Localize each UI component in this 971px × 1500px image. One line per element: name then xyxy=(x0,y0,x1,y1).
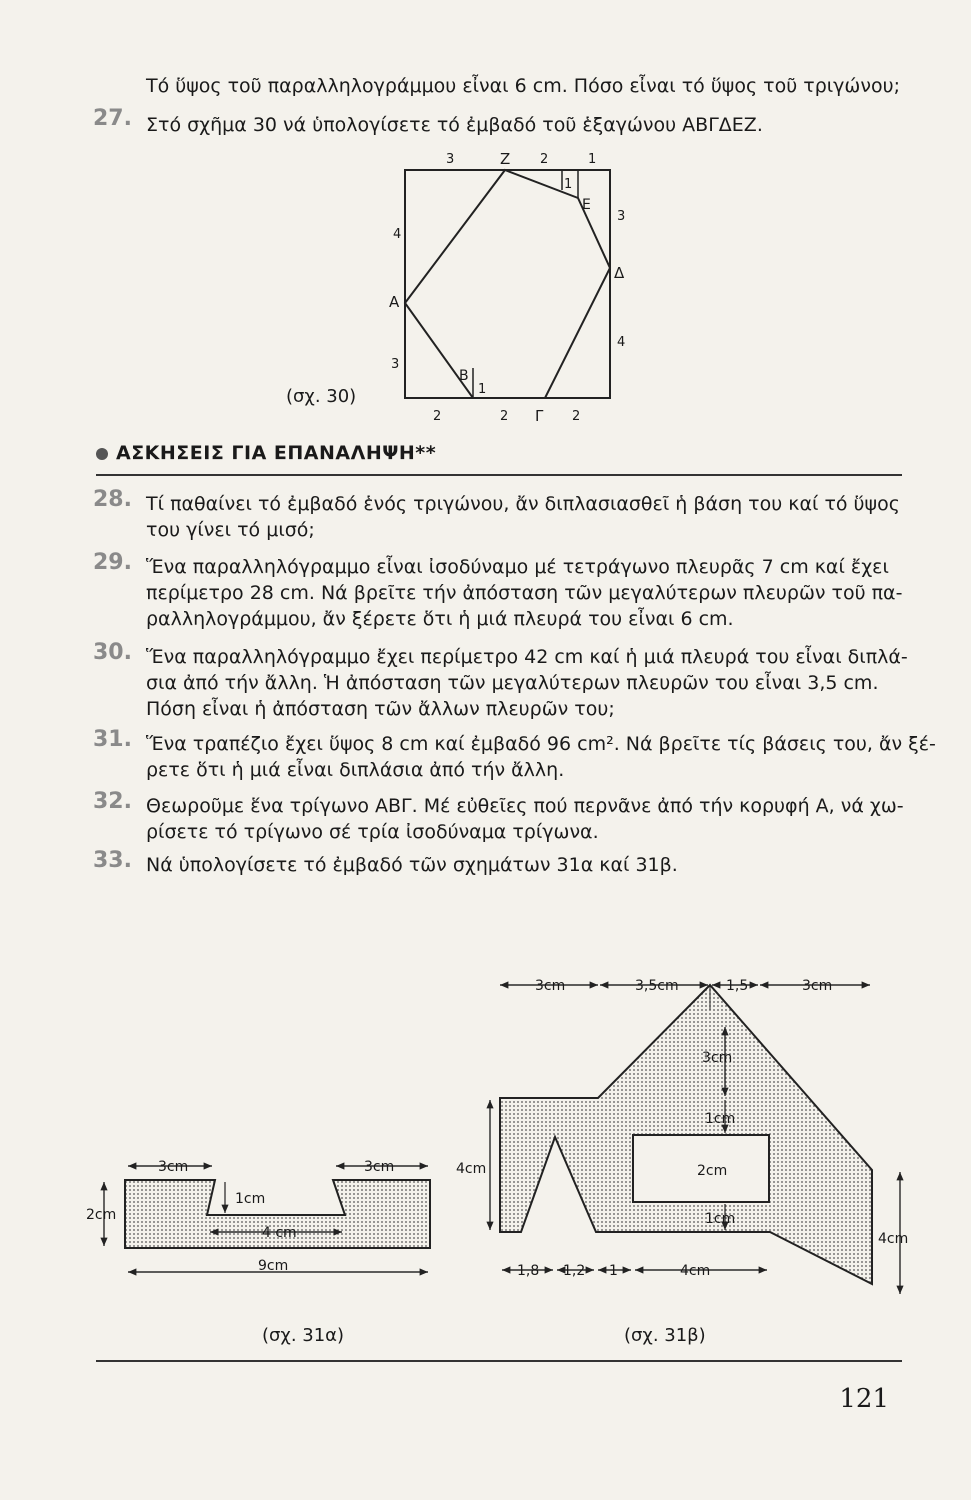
fig31a-label: 4 cm xyxy=(262,1225,297,1241)
fig31b-label: 3cm xyxy=(802,978,833,994)
fig31a-label: 2cm xyxy=(86,1207,117,1223)
fig31a-label: 3cm xyxy=(364,1159,395,1175)
section-title-text: ΑΣΚΗΣΕΙΣ ΓΙΑ ΕΠΑΝΑΛΗΨΗ** xyxy=(116,442,437,464)
figure-30-caption: (σχ. 30) xyxy=(286,386,357,407)
fig31b-label: 3cm xyxy=(702,1050,733,1066)
fig30-label: 1 xyxy=(478,382,487,397)
fig30-label: 3 xyxy=(446,152,455,167)
fig30-label: Β xyxy=(459,368,469,384)
exercise-33-line: Νά ὑπολογίσετε τό ἐμβαδό τῶν σχημάτων 31α καί 31β. xyxy=(146,854,678,876)
fig31b-label: 1cm xyxy=(705,1211,736,1227)
fig30-label: 1 xyxy=(564,177,573,192)
figure-31b-caption: (σχ. 31β) xyxy=(624,1325,706,1346)
bottom-rule xyxy=(96,1360,902,1362)
fig31b-label: 1,8 xyxy=(517,1263,540,1279)
exercise-29-line: ραλληλογράμμου, ἄν ξέρετε ὅτι ἡ μιά πλευρά του εἶναι 6 cm. xyxy=(146,608,734,630)
exercise-30-line: σια ἀπό τήν ἄλλη. Ἡ ἀπόσταση τῶν μεγαλύτερων πλευρῶν του εἶναι 3,5 cm. xyxy=(146,672,879,694)
fig31b-label: 1,5 xyxy=(726,978,749,994)
intro-line: Τό ὕψος τοῦ παραλληλογράμμου εἶναι 6 cm. Πόσο εἶναι τό ὕψος τοῦ τριγώνου; xyxy=(146,75,900,97)
fig30-label: Δ xyxy=(614,264,625,282)
exercise-30-number: 30. xyxy=(93,640,132,665)
fig30-label: 4 xyxy=(617,335,626,350)
fig30-label: 4 xyxy=(393,227,402,242)
fig31b-label: 4cm xyxy=(680,1263,711,1279)
fig31b-label: 1,2 xyxy=(563,1263,586,1279)
exercise-31-line: ρετε ὅτι ἡ μιά εἶναι διπλάσια ἀπό τήν ἄλλη. xyxy=(146,759,565,781)
fig31b-label: 4cm xyxy=(456,1161,487,1177)
exercise-28-line: του γίνει τό μισό; xyxy=(146,519,315,541)
exercise-29-line: Ἕνα παραλληλόγραμμο εἶναι ἰσοδύναμο μέ τετράγωνο πλευρᾶς 7 cm καί ἔχει xyxy=(146,556,889,578)
fig31b-label: 1 xyxy=(609,1263,618,1279)
exercise-27-number: 27. xyxy=(93,106,132,131)
fig31b-label: 3cm xyxy=(535,978,566,994)
fig30-label: 3 xyxy=(617,209,626,224)
exercise-32-line: ρίσετε τό τρίγωνο σέ τρία ἰσοδύναμα τρίγωνα. xyxy=(146,821,599,843)
fig30-label: Ζ xyxy=(500,150,511,168)
exercise-30-line: Πόση εἶναι ἡ ἀπόσταση τῶν ἄλλων πλευρῶν του; xyxy=(146,698,615,720)
fig30-label: Γ xyxy=(535,407,544,425)
fig30-label: 2 xyxy=(572,409,581,424)
fig31b-label: 2cm xyxy=(697,1163,728,1179)
exercise-32-line: Θεωροῦμε ἕνα τρίγωνο ΑΒΓ. Μέ εὐθεῖες πού περνᾶνε ἀπό τήν κορυφή Α, νά χω- xyxy=(146,795,904,817)
page-number: 121 xyxy=(839,1384,889,1414)
fig31a-label: 3cm xyxy=(158,1159,189,1175)
exercise-30-line: Ἕνα παραλληλόγραμμο ἔχει περίμετρο 42 cm καί ἡ μιά πλευρά του εἶναι διπλά- xyxy=(146,646,908,668)
figure-31a-caption: (σχ. 31α) xyxy=(262,1325,345,1346)
exercise-29-number: 29. xyxy=(93,550,132,575)
fig30-label: Α xyxy=(389,293,400,311)
fig30-label: 1 xyxy=(588,152,597,167)
fig30-label: 2 xyxy=(500,409,509,424)
fig30-label: 3 xyxy=(391,357,400,372)
exercise-31-number: 31. xyxy=(93,727,132,752)
exercise-29-line: περίμετρο 28 cm. Νά βρεῖτε τήν ἀπόσταση τῶν μεγαλύτερων πλευρῶν τοῦ πα- xyxy=(146,582,903,604)
exercise-33-number: 33. xyxy=(93,848,132,873)
exercise-32-number: 32. xyxy=(93,789,132,814)
exercise-28-number: 28. xyxy=(93,487,132,512)
fig30-label: Ε xyxy=(582,197,591,213)
fig31a-label: 1cm xyxy=(235,1191,266,1207)
fig31b-label: 3,5cm xyxy=(635,978,679,994)
fig30-label: 2 xyxy=(433,409,442,424)
fig31b-label: 4cm xyxy=(878,1231,909,1247)
exercise-31-line: Ἕνα τραπέζιο ἔχει ὕψος 8 cm καί ἐμβαδό 96 cm². Νά βρεῖτε τίς βάσεις του, ἄν ξέ- xyxy=(146,733,936,755)
exercise-28-line: Τί παθαίνει τό ἐμβαδό ἑνός τριγώνου, ἄν διπλασιασθεῖ ἡ βάση του καί τό ὕψος xyxy=(146,493,900,515)
fig31a-label: 9cm xyxy=(258,1258,289,1274)
fig30-label: 2 xyxy=(540,152,549,167)
exercise-27-text: Στό σχῆμα 30 νά ὑπολογίσετε τό ἐμβαδό τοῦ ἑξαγώνου ΑΒΓΔΕΖ. xyxy=(146,114,763,136)
fig31b-label: 1cm xyxy=(705,1111,736,1127)
